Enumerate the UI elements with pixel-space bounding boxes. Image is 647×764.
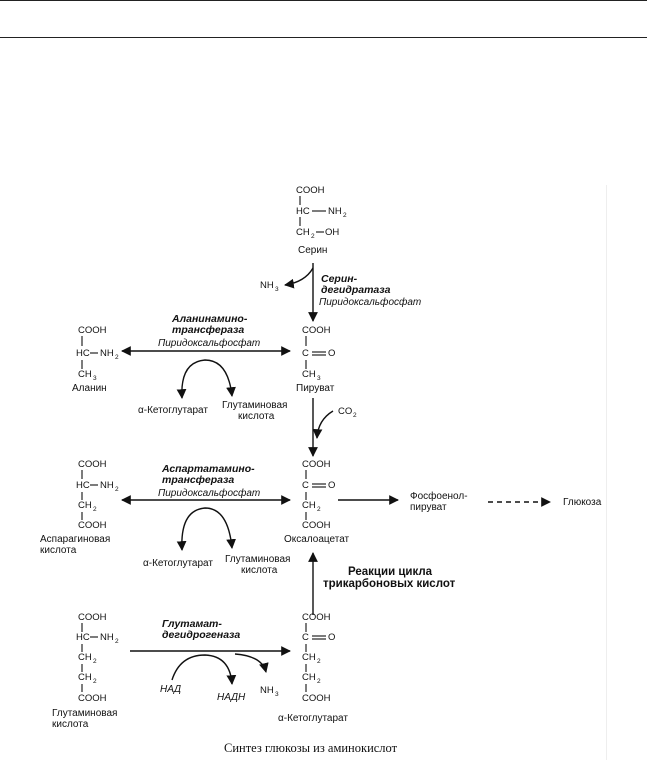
serine-label: Серин — [298, 245, 328, 256]
asp-cooh-bottom: COOH — [78, 520, 107, 531]
arrow-transamination-2 — [182, 508, 232, 550]
figure-caption: Синтез глюкозы из аминокислот — [224, 741, 398, 755]
glu-ch-2: CH — [78, 672, 92, 683]
pyruvate-cooh: COOH — [302, 325, 331, 336]
serine-ch-sub: 2 — [311, 233, 315, 240]
tca-label-2: трикарбоновых кислот — [323, 578, 456, 590]
tca-label-1: Реакции цикла — [348, 566, 433, 578]
akg-ch-1: CH — [302, 652, 316, 663]
akg-o: O — [328, 632, 336, 643]
co2-sub: 2 — [353, 412, 357, 419]
asp-nh-sub: 2 — [115, 486, 119, 493]
asp-ch-sub: 2 — [93, 506, 97, 513]
co2-label: CO — [338, 406, 353, 417]
akg-ch-2: CH — [302, 672, 316, 683]
aspartic-label-2: кислота — [40, 545, 77, 556]
aspartate-structure — [40, 459, 119, 556]
serine-cooh: COOH — [296, 185, 325, 196]
oaa-cooh-top: COOH — [302, 459, 331, 470]
alanine-at-label-2: трансфераза — [172, 324, 245, 336]
akg-cooh-bottom: COOH — [302, 693, 331, 704]
pep-label-2: пируват — [410, 502, 447, 513]
alpha-kg-label-1: α-Кетоглутарат — [138, 405, 208, 416]
alanine-at-label-1: Аланинамино- — [172, 313, 248, 325]
serine-dehydratase-label-2: дегидратаза — [321, 284, 391, 296]
oaa-ch-sub: 2 — [317, 506, 321, 513]
arrow-transamination-1 — [182, 360, 232, 398]
aspartate-at-label-1: Аспартатамино- — [162, 463, 255, 475]
arrow-nh3-release-2 — [235, 654, 266, 672]
pyridoxal-label-1: Пиридоксальфосфат — [319, 297, 422, 308]
serine-dehydratase-label-1: Серин- — [321, 273, 358, 285]
alanine-label: Аланин — [72, 383, 107, 394]
serine-oh: OH — [325, 227, 340, 238]
pyruvate-structure — [296, 325, 335, 394]
glu-ch-1-sub: 2 — [93, 658, 97, 665]
nh3-label-1: NH — [260, 280, 274, 291]
glu-nh: NH — [100, 632, 114, 643]
alanine-nh-sub: 2 — [115, 354, 119, 361]
serine-structure — [296, 185, 347, 256]
pyridoxal-label-2: Пиридоксальфосфат — [158, 338, 261, 349]
pyruvate-o: O — [328, 348, 336, 359]
pyruvate-label: Пируват — [296, 383, 335, 394]
akg-ch-1-sub: 2 — [317, 658, 321, 665]
glu-cooh-top: COOH — [78, 612, 107, 623]
asp-nh: NH — [100, 480, 114, 491]
serine-ch: CH — [296, 227, 310, 238]
nad-label: НАД — [160, 684, 182, 695]
alanine-ch: CH — [78, 369, 92, 380]
asp-hc: HC — [76, 480, 90, 491]
glutamic-label-1b: кислота — [238, 411, 275, 422]
glu-ch-1: CH — [78, 652, 92, 663]
aspartate-at-label-2: трансфераза — [162, 474, 235, 486]
arrow-nad-to-nadh — [172, 655, 232, 684]
oaa-cooh-bottom: COOH — [302, 520, 331, 531]
alpha-kg-label-2: α-Кетоглутарат — [143, 558, 213, 569]
oxaloacetate-structure — [284, 459, 350, 545]
akg-cooh-top: COOH — [302, 612, 331, 623]
glu-cooh-bottom: COOH — [78, 693, 107, 704]
pyridoxal-label-3: Пиридоксальфосфат — [158, 488, 261, 499]
pyruvate-c: C — [302, 348, 309, 359]
glutamate-dh-label-2: дегидрогеназа — [162, 629, 241, 641]
oaa-ch: CH — [302, 500, 316, 511]
alanine-ch-sub: 3 — [93, 375, 97, 382]
alanine-hc: HC — [76, 348, 90, 359]
glu-nh-sub: 2 — [115, 638, 119, 645]
serine-hc: HC — [296, 206, 310, 217]
glutamic-label-3a: Глутаминовая — [52, 708, 118, 719]
asp-ch: CH — [78, 500, 92, 511]
arrow-nh3-release — [285, 268, 313, 285]
alpha-ketoglutarate-structure — [278, 612, 348, 724]
oxaloacetate-label: Оксалоацетат — [284, 534, 350, 545]
glutamic-label-2b: кислота — [241, 565, 278, 576]
glutamate-dh-label-1: Глутамат- — [162, 618, 222, 630]
alanine-cooh: COOH — [78, 325, 107, 336]
nadh-label: НАДН — [217, 692, 246, 703]
glu-ch-2-sub: 2 — [93, 678, 97, 685]
alanine-structure — [72, 325, 119, 394]
pep-label-1: Фосфоенол- — [410, 491, 468, 502]
glutamate-structure — [52, 612, 119, 730]
akg-ch-2-sub: 2 — [317, 678, 321, 685]
glutamic-label-2a: Глутаминовая — [225, 554, 291, 565]
oaa-o: O — [328, 480, 336, 491]
serine-nh: NH — [328, 206, 342, 217]
aspartic-label-1: Аспарагиновая — [40, 534, 111, 545]
alpha-kg-label-3: α-Кетоглутарат — [278, 713, 348, 724]
glu-hc: HC — [76, 632, 90, 643]
nh3-label-2: NH — [260, 685, 274, 696]
nh3-sub-2: 3 — [275, 691, 279, 698]
oaa-c: C — [302, 480, 309, 491]
serine-nh-sub: 2 — [343, 212, 347, 219]
glucose-label: Глюкоза — [563, 497, 602, 508]
alanine-nh: NH — [100, 348, 114, 359]
akg-c: C — [302, 632, 309, 643]
pyruvate-ch-sub: 3 — [317, 375, 321, 382]
arrow-co2-incorporation — [317, 411, 333, 438]
glutamic-label-3b: кислота — [52, 719, 89, 730]
glutamic-label-1a: Глутаминовая — [222, 400, 288, 411]
nh3-sub-1: 3 — [275, 286, 279, 293]
pyruvate-ch: CH — [302, 369, 316, 380]
asp-cooh-top: COOH — [78, 459, 107, 470]
